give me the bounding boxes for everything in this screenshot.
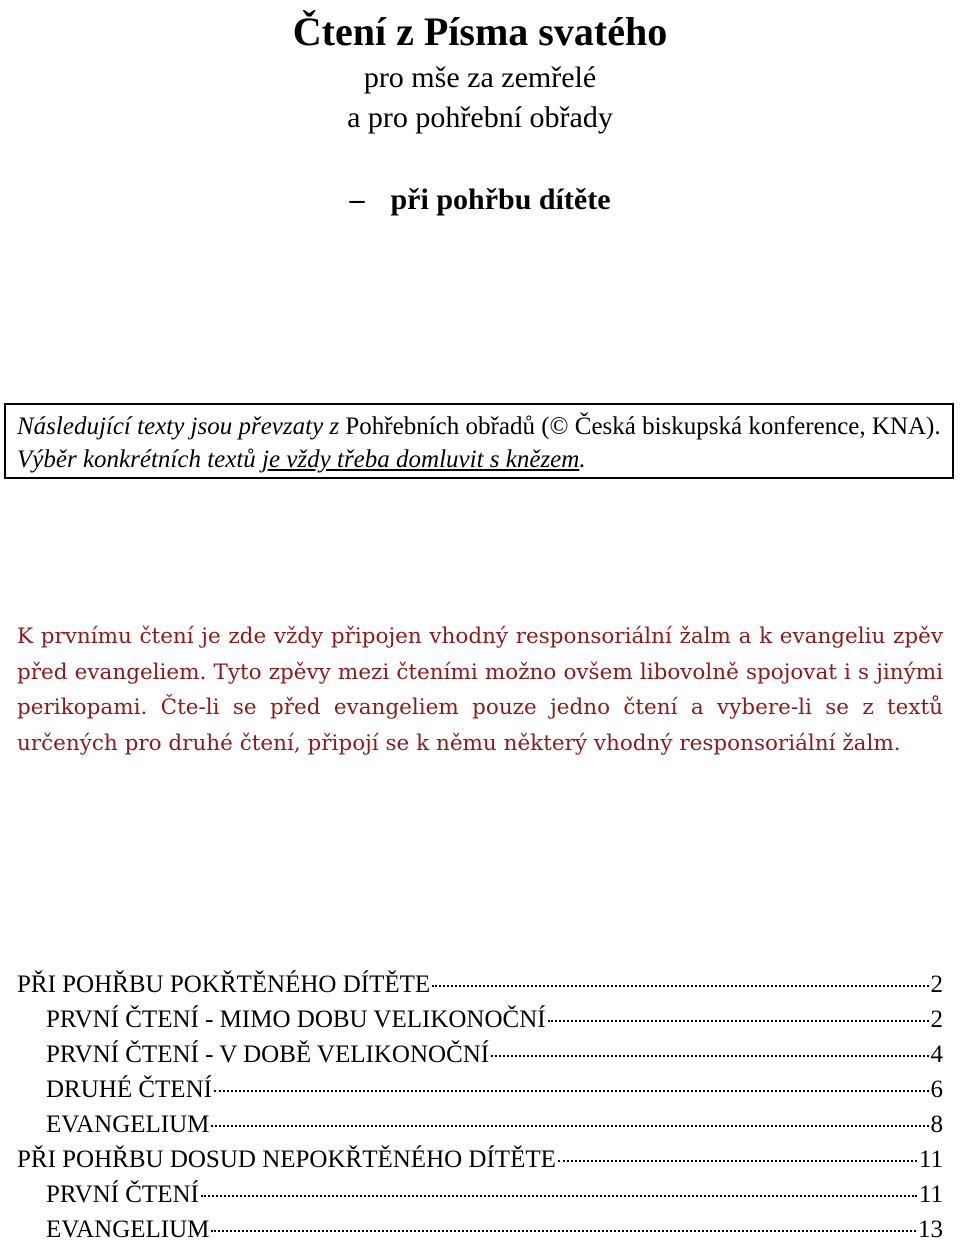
toc-entry-label: PŘI POHŘBU POKŘTĚNÉHO DÍTĚTE xyxy=(17,971,431,998)
subtitle-line-1: pro mše za zemřelé xyxy=(363,61,597,94)
document-title: Čtení z Písma svatého xyxy=(292,9,668,54)
toc-dot-leader xyxy=(491,1055,928,1057)
toc-entry-page: 2 xyxy=(930,971,943,998)
toc-entry-label: EVANGELIUM xyxy=(46,1111,210,1138)
toc-entry-page: 6 xyxy=(930,1076,943,1103)
title-block xyxy=(0,6,960,138)
intro-paragraph: K prvnímu čtení je zde vždy připojen vhodný responsoriální žalm a k evangeliu zpěv před evangeliem. Tyto zpěvy mezi čteními možno ovšem libovolně spojovat i s jinými perikopami. Čte-li se před evangeliem pouze jedno čtení a vybere-li se z textů určených pro druhé čtení, připojí se k němu některý vhodný responsoriální žalm. xyxy=(17,624,943,756)
toc-entry[interactable] xyxy=(17,1142,943,1177)
toc-dot-leader xyxy=(201,1195,917,1197)
toc-entry-page: 8 xyxy=(930,1111,943,1138)
toc-dot-leader xyxy=(211,1125,928,1127)
occasion-text: při pohřbu dítěte xyxy=(390,183,611,216)
toc-entry[interactable] xyxy=(17,1072,943,1107)
toc-entry-label: PŘI POHŘBU DOSUD NEPOKŘTĚNÉHO DÍTĚTE xyxy=(17,1146,556,1173)
toc-entry-page: 11 xyxy=(918,1181,943,1208)
toc-dot-leader xyxy=(548,1020,929,1022)
toc-dot-leader xyxy=(214,1090,929,1092)
toc-entry[interactable] xyxy=(17,1177,943,1212)
source-note-box xyxy=(4,403,954,479)
table-of-contents xyxy=(17,967,943,1247)
toc-entry[interactable] xyxy=(17,1212,943,1247)
note-part-1: Následující texty jsou převzaty z xyxy=(17,413,340,440)
toc-entry-page: 11 xyxy=(918,1146,943,1173)
subtitle-line-2: a pro pohřební obřady xyxy=(347,101,613,134)
toc-entry[interactable] xyxy=(17,1107,943,1142)
toc-entry-label: PRVNÍ ČTENÍ - V DOBĚ VELIKONOČNÍ xyxy=(46,1041,490,1068)
toc-entry[interactable] xyxy=(17,1002,943,1037)
occasion-dash: – xyxy=(349,183,365,216)
note-part-3: Výběr konkrétních textů xyxy=(17,446,256,473)
toc-dot-leader xyxy=(211,1230,916,1232)
toc-entry[interactable] xyxy=(17,967,943,1002)
toc-entry-page: 2 xyxy=(930,1006,943,1033)
occasion-heading xyxy=(0,180,960,220)
toc-entry-page: 4 xyxy=(930,1041,943,1068)
toc-dot-leader xyxy=(558,1160,917,1162)
note-part-4: je vždy třeba domluvit s knězem xyxy=(262,446,580,473)
toc-entry-page: 13 xyxy=(918,1216,943,1243)
toc-entry[interactable] xyxy=(17,1037,943,1072)
toc-dot-leader xyxy=(432,985,928,987)
toc-entry-label: PRVNÍ ČTENÍ - MIMO DOBU VELIKONOČNÍ xyxy=(46,1006,546,1033)
toc-entry-label: EVANGELIUM xyxy=(46,1216,210,1243)
toc-entry-label: DRUHÉ ČTENÍ xyxy=(46,1076,212,1103)
note-part-5: . xyxy=(579,446,586,473)
note-part-2: Pohřebních obřadů (© Česká biskupská konference, KNA). xyxy=(345,413,941,440)
toc-entry-label: PRVNÍ ČTENÍ xyxy=(46,1181,199,1208)
